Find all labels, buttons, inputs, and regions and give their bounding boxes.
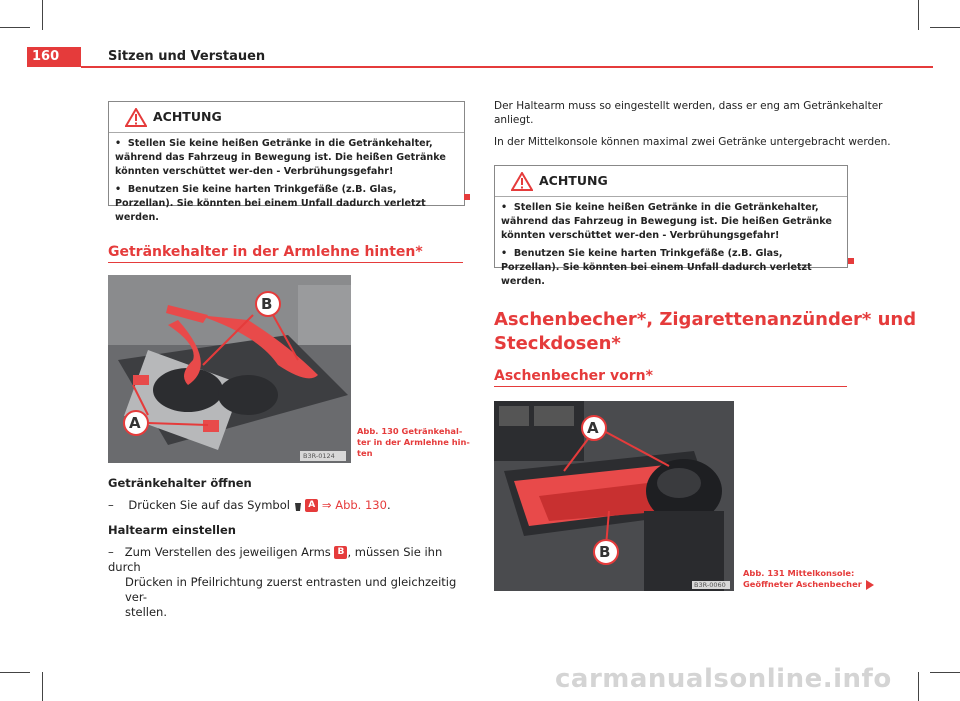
crop-mark	[930, 672, 960, 673]
badge-a: A	[305, 499, 318, 512]
crop-mark	[918, 672, 919, 701]
warning-box	[108, 101, 465, 223]
figure-label-a: A	[587, 419, 599, 437]
figure-label-b: B	[599, 543, 611, 561]
figure-label-a: A	[129, 414, 141, 432]
header-rule	[81, 66, 933, 68]
warning-item: • Stellen Sie keine heißen Getränke in die Getränkehalter, während das Fahrzeug in Bewegung ist. Die heißen Getränke könnten verschüttet wer-den - Verbrühungsgefahr!	[115, 138, 446, 177]
adjust-step: – Zum Verstellen des jeweiligen Arms B , müssen Sie ihn durch Drücken in Pfeilrichtung zuerst entrasten und gleichzeitig ver- stellen.	[108, 545, 457, 619]
subsection-title: Aschenbecher vorn*	[494, 368, 653, 384]
figure-130-caption: Abb. 130 Getränkehal- ter in der Armlehne hin- ten	[357, 426, 470, 458]
paragraph: In der Mittelkonsole können maximal zwei Getränke untergebracht werden.	[494, 136, 891, 148]
figure-code: B3R-0060	[694, 581, 726, 589]
figure-130-photo	[108, 275, 351, 463]
crop-mark	[42, 0, 43, 30]
crop-mark	[918, 0, 919, 30]
figure-131-photo	[494, 401, 734, 591]
chapter-section-title: Aschenbecher*, Zigarettenanzünder* und Steckdosen*	[494, 309, 917, 354]
warning-triangle-icon	[511, 172, 533, 195]
end-marker-icon	[848, 258, 854, 264]
warning-item: • Benutzen Sie keine harten Trinkgefäße (z.B. Glas, Porzellan). Sie könnten bei einem Unfall dadurch verletzt werden.	[501, 248, 812, 287]
warning-item: • Stellen Sie keine heißen Getränke in die Getränkehalter, während das Fahrzeug in Bewegung ist. Die heißen Getränke könnten verschüttet wer-den - Verbrühungsgefahr!	[501, 202, 832, 241]
continue-arrow-icon	[866, 580, 874, 590]
end-marker-icon	[464, 194, 470, 200]
crop-mark	[42, 672, 43, 701]
open-heading: Getränkehalter öffnen	[108, 476, 252, 490]
open-step: – Drücken Sie auf das Symbol A ⇒ Abb. 130.	[108, 498, 391, 512]
section-title: Getränkehalter in der Armlehne hinten*	[108, 244, 423, 260]
warning-triangle-icon	[125, 108, 147, 131]
page-number: 160	[27, 47, 81, 67]
figure-131-caption: Abb. 131 Mittelkonsole: Geöffneter Aschenbecher	[743, 568, 874, 590]
figure-code: B3R-0124	[303, 452, 335, 460]
cup-icon	[294, 501, 302, 511]
warning-title: ACHTUNG	[539, 173, 608, 188]
crop-mark	[930, 27, 960, 28]
watermark: carmanualsonline.info	[555, 664, 892, 694]
warning-item: • Benutzen Sie keine harten Trinkgefäße (z.B. Glas, Porzellan). Sie könnten bei einem Unfall dadurch verletzt werden.	[115, 184, 426, 223]
chapter-title: Sitzen und Verstauen	[108, 49, 266, 64]
figure-label-b: B	[261, 295, 273, 313]
adjust-heading: Haltearm einstellen	[108, 523, 236, 537]
crop-mark	[0, 672, 30, 673]
figure-reference-link[interactable]: ⇒ Abb. 130	[321, 498, 387, 512]
crop-mark	[0, 27, 30, 28]
warning-title: ACHTUNG	[153, 109, 222, 124]
section-rule	[494, 386, 847, 387]
paragraph: Der Haltearm muss so eingestellt werden, dass er eng am Getränkehalter anliegt.	[494, 100, 883, 126]
warning-box	[494, 165, 848, 287]
badge-b: B	[334, 546, 347, 559]
section-rule	[108, 262, 463, 263]
